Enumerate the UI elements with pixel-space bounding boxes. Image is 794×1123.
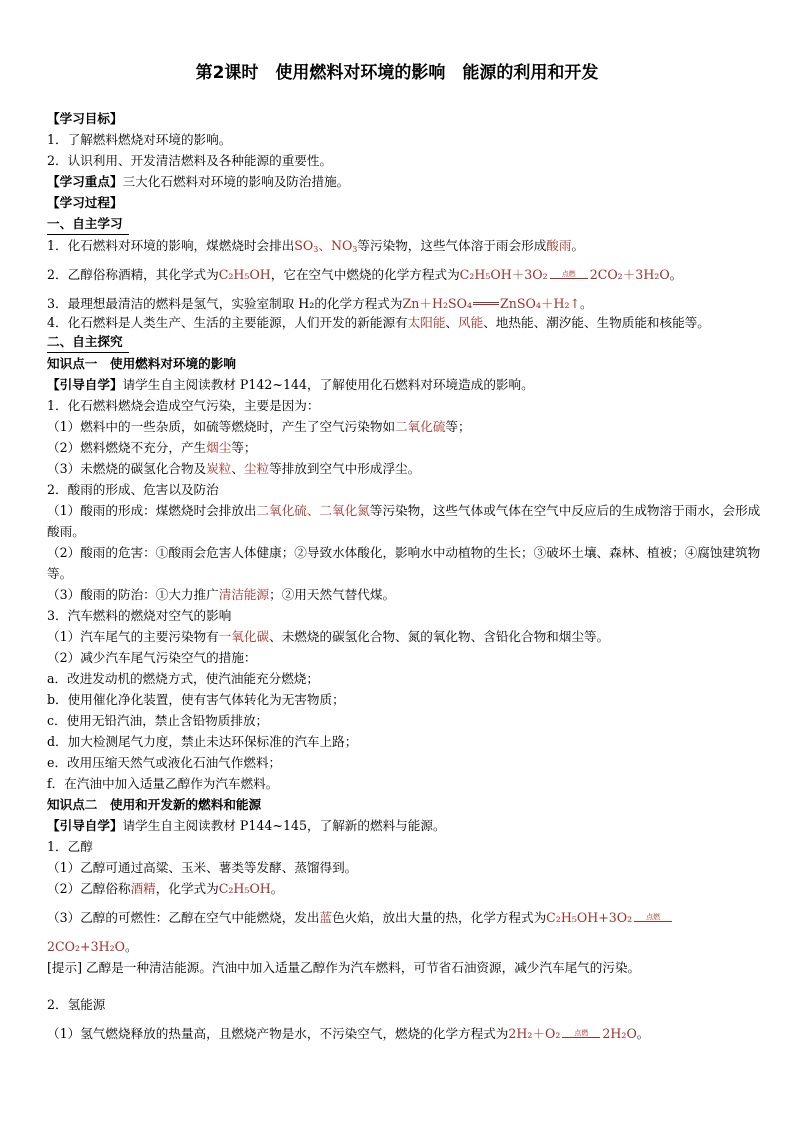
sec1-q4 [47,314,763,331]
p1-3-text: （3）未燃烧的碳氢化合物及 [47,461,207,476]
measure-f: f．在汽油中加入适量乙醇作为汽车燃料。 [47,776,279,791]
e2-1-eq-left: 2H₂＋O₂ [508,1026,561,1041]
p3-1 [47,626,763,647]
sec1-q2 [47,264,763,285]
kp1-guide-text: 请学生自主阅读教材 P142~144，了解使用化石燃料对环境造成的影响。 [122,377,534,392]
e1-3-cont [47,936,763,957]
q1-mid: 等污染物，这些气体溶于雨会形成 [357,238,547,253]
p3: 3．汽车燃料的燃烧对空气的影响 [47,608,232,623]
p1-1 [47,416,763,437]
e2-1-condition: 点燃 [562,1037,600,1038]
sec1-q1 [47,235,763,256]
p1-2 [47,437,763,458]
process-header: 【学习过程】 [47,195,123,210]
q4-end: 、地热能、潮汐能、生物质能和核能等。 [483,315,710,330]
kp1-guide [47,374,763,395]
p2-1-text: （1）酸雨的形成：煤燃烧时会排放出 [47,503,257,518]
e1-1: （1）乙醇可通过高粱、玉米、薯类等发酵、蒸馏得到。 [47,860,358,875]
q3-end: 。 [580,296,593,311]
e1-3-answer: 蓝 [319,910,333,925]
focus-text: 三大化石燃料对环境的影响及防治措施。 [122,174,350,189]
p3-2: （2）减少汽车尾气污染空气的措施： [47,650,257,665]
p1-2-answer: 烟尘 [206,440,232,455]
measure-c: c．使用无铅汽油，禁止含铅物质排放； [47,713,269,728]
p2-3-end: ；②用天然气替代煤。 [269,587,396,602]
e1-2-answer: 酒精 [130,881,156,896]
measure-d: d．加大检测尾气力度，禁止未达环保标准的汽车上路； [47,734,358,749]
q3-equals-sign [473,302,499,305]
e1-3-eq-left: C₂H₅OH+3O₂ [546,910,633,925]
kp2-guide-tag: 【引导自学】 [47,818,123,833]
e2-1-end: 。 [636,1026,650,1041]
section-2-header: 二、自主探究 [47,331,129,353]
q2-mid: ，它在空气中燃烧的化学方程式为 [270,267,460,282]
p2-1-answer-2: 二氧化氮 [319,503,370,518]
e1-2-mid: ，化学式为 [155,881,219,896]
p1-1-text: （1）燃料中的一些杂质，如硫等燃烧时，产生了空气污染物如 [47,419,396,434]
q1-answer: 酸雨 [546,238,572,253]
e1-3-end: 。 [124,939,138,954]
p2-3-answer: 清洁能源 [218,587,270,602]
q3-eq-left: Zn＋H₂SO₄ [402,296,472,311]
p1-1-answer: 二氧化硫 [395,419,446,434]
e1-3-condition: 点燃 [634,921,672,922]
q1-no3: $NO_3$ [330,238,358,254]
e2-1 [47,1023,763,1044]
e2-1-eq-right: 2H₂O [602,1026,637,1041]
p2-3-text: （3）酸雨的防治：①大力推广 [47,587,219,602]
kp1-title: 知识点一 使用燃料对环境的影响 [47,356,236,371]
p1-3 [47,458,763,479]
p2-1-sep: 、 [306,503,320,518]
e1-3-mid: 色火焰，放出大量的热，化学方程式为 [332,910,547,925]
p1-3-sep: 、 [231,461,244,476]
p1-1-end: 等； [445,419,471,434]
p1-3-answer-2: 尘粒 [243,461,270,476]
goal-item-1: 1．了解燃料燃烧对环境的影响。 [47,132,232,147]
p1: 1．化石燃料燃烧会造成空气污染，主要是因为： [47,398,320,413]
p1-3-answer-1: 炭粒 [206,461,232,476]
document-body [47,108,763,1044]
p1-3-end: 等排放到空气中形成浮尘。 [269,461,421,476]
e2: 2．氢能源 [47,997,106,1012]
q4-sep: 、 [445,315,459,330]
q2-end: 。 [669,267,683,282]
q2-eq-right: 2CO₂＋3H₂O [589,267,670,282]
goal-item-2: 2．认识利用、开发清洁燃料及各种能源的重要性。 [47,153,333,168]
focus-header: 【学习重点】 [47,174,123,189]
p2-1-end: 等污染物，这些气体或气体在空气中反应后的生成物溶于雨水，会形成酸雨。 [47,503,761,539]
q2-condition: 点燃 [550,278,588,279]
q3-eq-right: ZnSO₄＋H₂↑ [500,296,581,311]
q1-so3: $SO_3$ [294,238,319,254]
q4-answer-1: 太阳能 [407,315,446,330]
kp2-guide-text: 请学生自主阅读教材 P144~145，了解新的燃料与能源。 [122,818,446,833]
measure-b: b．使用催化净化装置，使有害气体转化为无害物质； [47,692,345,707]
q1-end: 。 [571,238,585,253]
e1-3-text: （3）乙醇的可燃性：乙醇在空气中能燃烧，发出 [47,910,320,925]
e1-2 [47,878,763,899]
p3-1-end: 、未燃烧的碳氢化合物、氮的氧化物、含铅化合物和烟尘等。 [269,629,610,644]
e1-2-formula: C₂H₅OH [218,881,271,896]
goals-header: 【学习目标】 [47,111,123,126]
q4-text: 4．化石燃料是人类生产、生活的主要能源，人们开发的新能源有 [47,315,408,330]
p2-1 [47,500,763,542]
sec1-q3 [47,293,763,314]
e1-3-eq-right: 2CO₂+3H₂O [47,939,125,954]
kp2-title: 知识点二 使用和开发新的燃料和能源 [47,797,262,812]
q2-text: 2．乙醇俗称酒精，其化学式为 [47,267,219,282]
page-title: 第2课时 使用燃料对环境的影响 能源的利用和开发 [195,63,599,83]
hint: [提示] 乙醇是一种清洁能源。汽油中加入适量乙醇作为汽车燃料，可节省石油资源，减少汽车尾气的污染。 [47,960,641,975]
p1-2-text: （2）燃料燃烧不充分，产生 [47,440,207,455]
q2-formula: C₂H₅OH [218,267,271,282]
e1-2-text: （2）乙醇俗称 [47,881,131,896]
q1-sep: 、 [318,238,331,253]
p2-3 [47,584,763,605]
q1-text: 1．化石燃料对环境的影响，煤燃烧时会排出 [47,238,295,253]
e1: 1．乙醇 [47,839,93,854]
p2-2: （2）酸雨的危害：①酸雨会危害人体健康；②导致水体酸化，影响水中动植物的生长；③破坏土壤、森林、植被；④腐蚀建筑物等。 [47,545,761,581]
kp2-guide [47,815,763,836]
measure-e: e．改用压缩天然气或液化石油气作燃料； [47,755,282,770]
focus-line [47,171,763,192]
p3-1-text: （1）汽车尾气的主要污染物有 [47,629,219,644]
p1-2-end: 等； [231,440,257,455]
p2-1-answer-1: 二氧化硫 [256,503,307,518]
q2-eq-left: C₂H₅OH＋3O₂ [459,267,548,282]
q4-answer-2: 风能 [458,315,484,330]
kp1-guide-tag: 【引导自学】 [47,377,123,392]
e2-1-text: （1）氢气燃烧释放的热量高，且燃烧产物是水，不污染空气，燃烧的化学方程式为 [47,1026,509,1041]
p2: 2．酸雨的形成、危害以及防治 [47,482,219,497]
q3-text: 3．最理想最清洁的燃料是氢气，实验室制取 H₂的化学方程式为 [47,296,403,311]
section-1-header: 一、自主学习 [47,213,129,235]
e1-2-end: 。 [270,881,284,896]
measure-a: a．改进发动机的燃烧方式，使汽油能充分燃烧； [47,671,319,686]
p3-1-answer: 一氧化碳 [218,629,270,644]
e1-3 [47,907,763,928]
